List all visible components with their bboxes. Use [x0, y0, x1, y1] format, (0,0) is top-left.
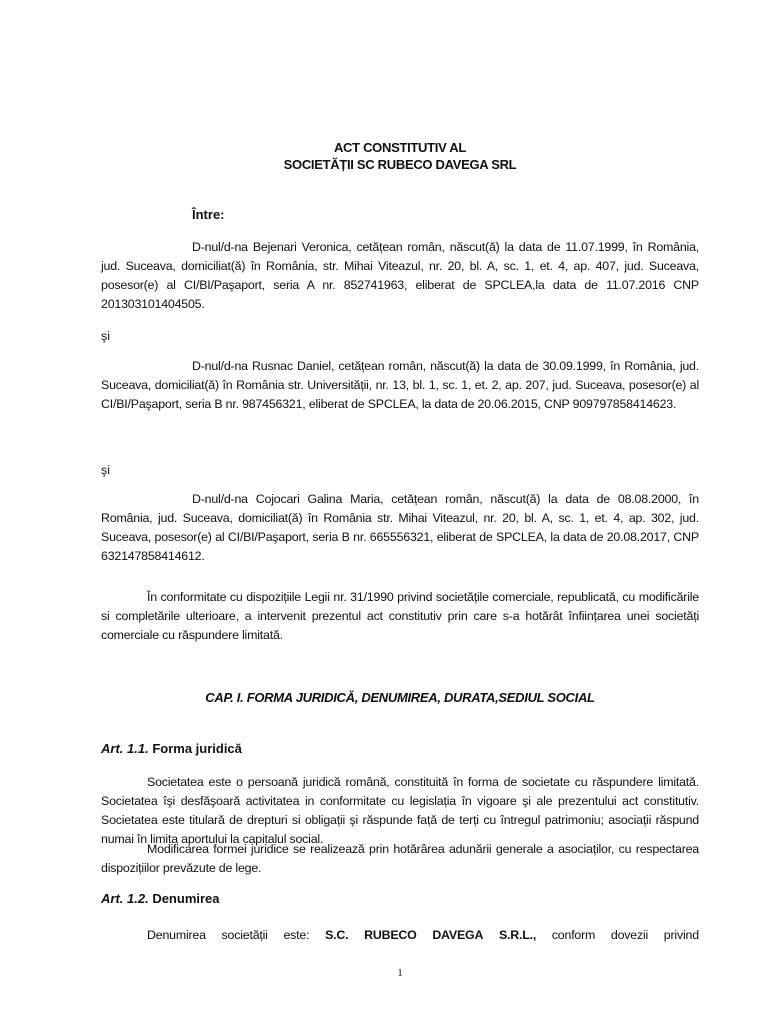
company-name-part: S.R.L., [498, 928, 537, 942]
article-1-1-paragraph-2: Modificarea formei juridice se realizează prin hotărârea adunării generale a asociaților, cu respectarea dispozițiilor prevăzute de lege. [101, 842, 699, 875]
party-3-paragraph: D-nul/d-na Cojocari Galina Maria, cetățean român, născut(ă) la data de 08.08.2000, în România, jud. Suceava, domiciliat(ă) în România str. Mihai Viteazul, nr. 20, bl. A, sc. 1, et. 4, ap. 302, jud. Suceava, posesor(e) al CI/BI/Paşaport, seria B nr. 665556321, eliberat de SPCLEA, la data de 20.08.2017, CNP 632147858414612. [101, 492, 699, 563]
word: este: [283, 928, 310, 942]
article-1-1-heading [101, 741, 242, 756]
document-title-line-2: SOCIETĂȚII SC RUBECO DAVEGA SRL [283, 157, 517, 172]
word: societății [221, 928, 268, 942]
page-number: 1 [397, 967, 403, 979]
article-1-2-title: Denumirea [152, 891, 220, 906]
conformitate-paragraph: În conformitate cu dispozițiile Legii nr. 31/1990 privind societățile comerciale, republicată, cu modificările si completările ulterioare, a intervenit prezentul act constitutiv prin care s-a hotărât înființarea unei societăți comerciale cu răspundere limitată. [101, 590, 699, 642]
article-1-2-number: Art. 1.2. [101, 891, 149, 906]
article-1-1-number: Art. 1.1. [101, 741, 149, 756]
party-1-paragraph: D-nul/d-na Bejenari Veronica, cetățean român, născut(ă) la data de 11.07.1999, în România, jud. Suceava, domiciliat(ă) în România, str. Mihai Viteazul, nr. 20, bl. A, sc. 1, et. 4, ap. 407, jud. Suceava, posesor(e) al CI/BI/Paşaport, seria A nr. 852741963, eliberat de SPCLEA,la data de 11.07.2016 CNP 201303101404505. [101, 240, 699, 311]
word: conform [551, 928, 596, 942]
document-title-line-1: ACT CONSTITUTIV AL [333, 140, 467, 155]
intre-heading: Între: [192, 207, 225, 222]
word: Denumirea [147, 928, 206, 942]
company-name-part: RUBECO [364, 928, 417, 942]
word: privind [663, 928, 699, 942]
article-1-1-title: Forma juridică [152, 741, 242, 756]
word: dovezii [610, 928, 649, 942]
article-1-2-heading [101, 891, 220, 906]
conjunction-si-2: şi [101, 463, 110, 477]
company-name-part: S.C. [325, 928, 349, 942]
company-name-part: DAVEGA [432, 928, 484, 942]
article-1-1-paragraph-1: Societatea este o persoană juridică română, constituită în forma de societate cu răspundere limitată. Societatea îşi desfăşoară activitatea in conformitate cu legislația în vigoare şi ale prezentului act constitutiv. Societatea este titulară de drepturi si obligații şi răspunde față de terți cu întregul patrimoniu; asociații răspund numai în limita aportului la capitalul social. [101, 775, 699, 846]
conjunction-si-1: şi [101, 329, 110, 343]
chapter-1-heading: CAP. I. FORMA JURIDICĂ, DENUMIREA, DURATA,SEDIUL SOCIAL [205, 690, 595, 705]
denumirea-paragraph-first-line [147, 928, 699, 942]
party-2-paragraph: D-nul/d-na Rusnac Daniel, cetățean român, născut(ă) la data de 30.09.1999, în România, jud. Suceava, domiciliat(ă) în România str. Universității, nr. 13, bl. 1, sc. 1, et. 2, ap. 207, jud. Suceava, posesor(e) al CI/BI/Paşaport, seria B nr. 987456321, eliberat de SPCLEA, la data de 20.06.2015, CNP 909797858414623. [101, 359, 699, 411]
